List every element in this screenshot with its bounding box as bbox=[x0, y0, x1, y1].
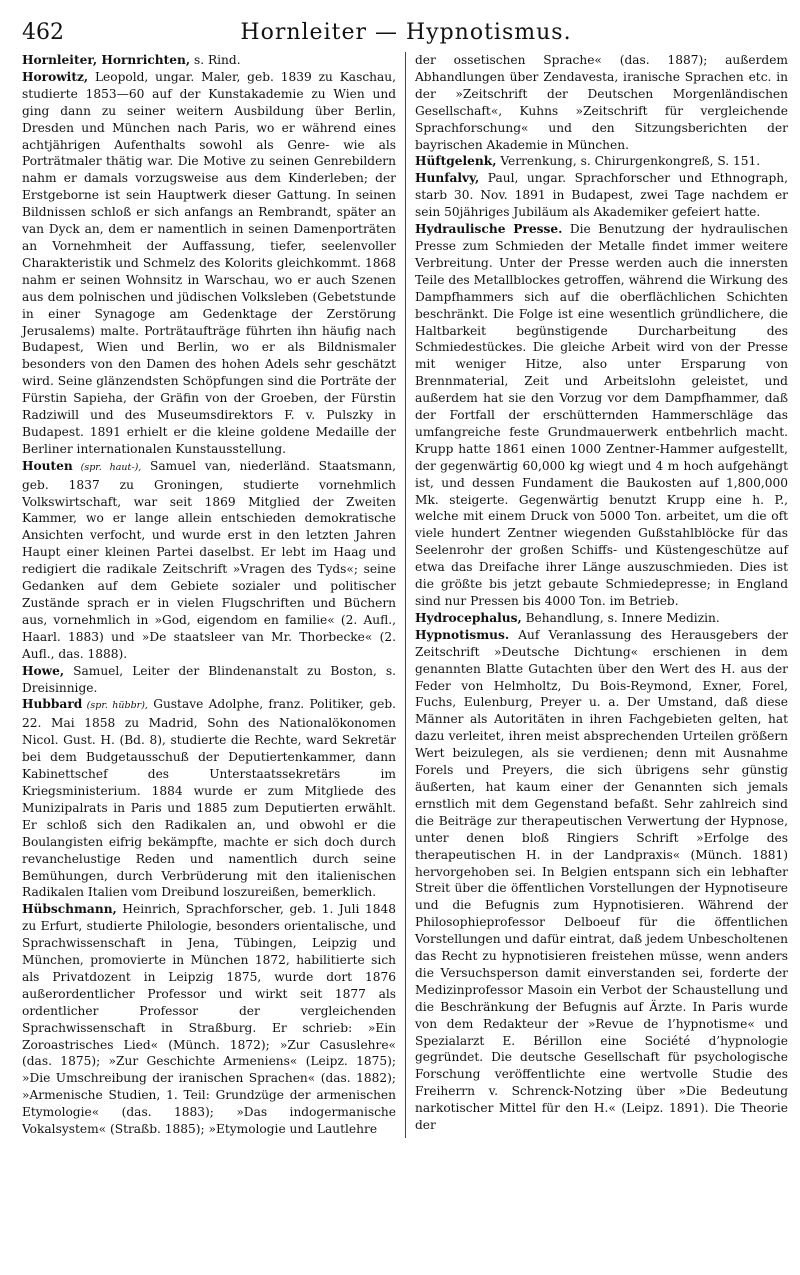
entry-text: Behandlung, s. Innere Medizin. bbox=[521, 610, 720, 625]
dictionary-entry bbox=[22, 663, 396, 697]
page-number: 462 bbox=[22, 20, 64, 45]
entry-headword: Hüftgelenk, bbox=[415, 154, 497, 169]
entry-text: Auf Veranlassung des Herausgebers der Zeitschrift »Deutsche Dichtung« erschienen in dem genannten Blatte Gutachten über den Wert des H. aus der Feder von Helmholtz, Du Bois-Reymond, Exner, Forel, Fuchs, Eulenburg, Preyer u. a. Der Umstand, daß diese Männer als Autoritäten in ihren Fachgebieten gelten, hat dazu verleitet, ihren meist absprechenden Urteilen größern Wert beizulegen, als sie verdienen; denn mit Ausnahme Forels und Preyers, die sich übrigens sehr günstig äußerten, hat kaum einer der Genannten sich jemals ernstlich mit dem Gegenstand befaßt. Sehr zahlreich sind die Beiträge zur therapeutischen Verwertung der Hypnose, unter denen bloß Ringiers Schrift »Erfolge des therapeutischen H. in der Landpraxis« (Münch. 1881) hervorgehoben sei. In Belgien entspann sich ein lebhafter Streit über die öffentlichen Vorstellungen der Hypnotiseure und die Befugnis zum Hypnotisieren. Während der Philosophieprofessor Delboeuf für die öffentlichen Vorstellungen und dafür eintrat, daß jedem Unbescholtenen das Recht zu hypnotisieren freistehen müsse, wenn anders die Versuchsperson damit einverstanden sei, forderte der Medizinprofessor Masoin ein Verbot der Schaustellung und die Beschränkung der Befugnis auf Ärzte. In Paris wurde von dem Redakteur der »Revue de l’hypnotisme« und Spezialarzt E. Bérillon eine Société d’hypnologie gegründet. Die deutsche Gesellschaft für psychologische Forschung veröffentlichte eine wertvolle Studie des Freiherrn v. Schrenck-Notzing über »Die Bedeutung narkotischer Mittel für den H.« (Leipz. 1891). Die Theorie der bbox=[415, 627, 788, 1133]
dictionary-entry bbox=[415, 610, 788, 627]
entry-text: Samuel, Leiter der Blindenanstalt zu Boston, s. Dreisinnige. bbox=[22, 663, 396, 695]
dictionary-entry bbox=[22, 458, 396, 663]
entry-headword: Houten bbox=[22, 458, 73, 473]
dictionary-entry bbox=[22, 69, 396, 458]
left-column bbox=[22, 52, 405, 1138]
dictionary-entry bbox=[22, 52, 396, 69]
dictionary-entry bbox=[22, 696, 396, 901]
entry-headword: Hydrocephalus, bbox=[415, 610, 522, 625]
entry-headword: Hubbard bbox=[22, 697, 83, 712]
entry-text: Gustave Adolphe, franz. Politiker, geb. 22. Mai 1858 zu Madrid, Sohn des Nationalökonomen Nicol. Gust. H. (Bd. 8), studierte die Rechte, ward Sekretär bei dem Budgetausschuß der Deputiertenkammer, dann Kabinettschef des Unterstaatssekretärs im Kriegsministerium. 1884 wurde er zum Mitgliede des Munizipalrats in Paris und 1885 zum Deputierten erwählt. Er schloß sich den Radikalen an, und obwohl er die Boulangisten eifrig bekämpfte, machte er sich doch durch revanchelustige Reden und namentlich durch seine Bemühungen, durch Verbrüderung mit den italienischen Radikalen Italien vom Dreibund loszureißen, bemerklich. bbox=[22, 697, 397, 900]
dictionary-entry bbox=[415, 627, 788, 1134]
entry-headword: Horowitz, bbox=[22, 69, 89, 84]
dictionary-entry bbox=[415, 170, 788, 221]
entry-text: Samuel van, niederländ. Staatsmann, geb. 1837 zu Groningen, studierte vornehmlich Volkswirtschaft, war seit 1869 Mitglied der Zweiten Kammer, wo er lange allein entschieden demokratische Ansichten verfocht, und wurde erst in den letzten Jahren Haupt einer kleinen Partei daselbst. Er lebt im Haag und redigiert die radikale Zeitschrift »Vragen des Tyds«; seine Gedanken auf dem Gebiete sozialer und politischer Zustände sprach er in vielen Flugschriften und Büchern aus, vornehmlich in »God, eigendom en familie« (2. Aufl., Haarl. 1883) und »De staatsleer van Mr. Thorbecke« (2. Aufl., das. 1888). bbox=[22, 458, 396, 661]
entry-text: Heinrich, Sprachforscher, geb. 1. Juli 1848 zu Erfurt, studierte Philologie, besonders orientalische, und Sprachwissenschaft in Jena, Tübingen, Leipzig und München, promovierte in München 1872, habilitierte sich als Privatdozent in Leipzig 1875, wurde dort 1876 außerordentlicher Professor und wirkt seit 1877 als ordentlicher Professor der vergleichenden Sprachwissenschaft in Straßburg. Er schrieb: »Ein Zoroastrisches Lied« (Münch. 1872); »Zur Casuslehre« (das. 1875); »Zur Geschichte Armeniens« (Leipz. 1875); »Die Umschreibung der iranischen Sprachen« (das. 1882); »Armenische Studien, 1. Teil: Grundzüge der armenischen Etymologie« (das. 1883); »Das indogermanische Vokalsystem« (Straßb. 1885); »Etymologie und Lautlehre bbox=[22, 902, 396, 1137]
entry-headword: Howe, bbox=[22, 663, 65, 678]
entry-text: Paul, ungar. Sprachforscher und Ethnograph, starb 30. Nov. 1891 in Budapest, zwei Tage nachdem er sein 50jähriges Jubiläum als Akademiker gefeiert hatte. bbox=[415, 171, 788, 220]
entry-headword: Hydraulische Presse. bbox=[415, 222, 563, 237]
entry-headword: Hunfalvy, bbox=[415, 171, 480, 186]
entry-text: s. Rind. bbox=[190, 53, 241, 67]
entry-headword: Hornleiter, Hornrichten, bbox=[22, 53, 191, 67]
dictionary-entry bbox=[415, 52, 788, 153]
dictionary-entry bbox=[22, 901, 396, 1138]
text-columns bbox=[22, 52, 790, 1138]
entry-text: der ossetischen Sprache« (das. 1887); außerdem Abhandlungen über Zendavesta, iranische Sprachen etc. in der »Zeitschrift der Deutschen Morgenländischen Gesellschaft«, Kuhns »Zeitschrift für vergleichende Sprachforschung« und den Sitzungsberichten der bayrischen Akademie in München. bbox=[415, 53, 788, 152]
dictionary-entry bbox=[415, 221, 788, 610]
entry-headword: Hypnotismus. bbox=[415, 627, 510, 642]
entry-text: Leopold, ungar. Maler, geb. 1839 zu Kaschau, studierte 1853—60 auf der Kunstakademie zu Wien und ging dann zu seiner weitern Ausbildung über Berlin, Dresden und München nach Paris, wo er während eines achtjährigen Aufenthalts sowohl als Genre- wie als Porträtmaler thätig war. Die Motive zu seinen Genrebildern nahm er damals vorzugsweise aus dem Kinderleben; der Erstgeborne ist sein Hauptwerk dieser Gattung. In seinen Bildnissen schloß er sich anfangs an Rembrandt, später an van Dyck an, dem er namentlich in seinen Damenporträten an Vornehmheit der Auffassung, tiefer, seelenvoller Charakteristik und Schmelz des Kolorits gleichkommt. 1868 nahm er seinen Wohnsitz in Warschau, wo er auch Szenen aus dem polnischen und jüdischen Volksleben (Gebetstunde in einer Synagoge am Gedenktage der Zerstörung Jerusalems) malte. Porträtaufträge führten ihn häufig nach Budapest, Wien und Berlin, wo er als Bildnismaler besonders von den Damen des hohen Adels sehr geschätzt wird. Seine glänzendsten Schöpfungen sind die Porträte der Fürstin Sapieha, der Gräfin von der Groeben, der Fürstin Radziwill und des Museumsdirektors F. v. Pulszky in Budapest. 1891 erhielt er die kleine goldene Medaille der Berliner internationalen Kunstausstellung. bbox=[22, 69, 396, 456]
running-head: Hornleiter — Hypnotismus. bbox=[240, 20, 572, 45]
entry-pronunciation: (spr. hübbr), bbox=[82, 700, 148, 712]
right-column bbox=[405, 52, 788, 1138]
page-header bbox=[22, 12, 790, 52]
entry-text: Die Benutzung der hydraulischen Presse zum Schmieden der Metalle findet immer weitere Verbreitung. Unter der Presse werden auch die innersten Teile des Metallblockes getroffen, während die Wirkung des Dampfhammers sich auf die oberflächlichen Schichten beschränkt. Die Folge ist eine wesentlich gründlichere, die Haltbarkeit begünstigende Durcharbeitung des Schmiedestückes. Die gleiche Arbeit wird von der Presse mit weniger Hitze, also unter Ersparung von Brennmaterial, Zeit und Arbeitslohn geleistet, und außerdem hat sie den Vorzug vor dem Dampfhammer, daß der Fortfall der erschütternden Hammerschläge das umfangreiche feste Grundmauerwerk entbehrlich macht. Krupp hatte 1861 einen 1000 Zentner-Hammer aufgestellt, der gegenwärtig 60,000 kg wiegt und 4 m hoch aufgehängt ist, und dessen Fundament die Baukosten auf 1,800,000 Mk. steigerte. Gegenwärtig benutzt Krupp eine h. P., welche mit einem Druck von 5000 Ton. arbeitet, um die oft viele hundert Zentner wiegenden Gußstahlblöcke für das Seelenrohr der großen Schiffs- und Küstengeschütze auf etwa das Dreifache ihrer Länge auszuschmieden. Dies ist die größte bis jetzt gebaute Schmiedepresse; in England sind nur Pressen bis 4000 Ton. im Betrieb. bbox=[415, 222, 788, 608]
entry-text: Verrenkung, s. Chirurgenkongreß, S. 151. bbox=[496, 154, 761, 169]
dictionary-entry bbox=[415, 153, 788, 170]
entry-pronunciation: (spr. haut-), bbox=[72, 461, 142, 473]
entry-headword: Hübschmann, bbox=[22, 902, 117, 917]
